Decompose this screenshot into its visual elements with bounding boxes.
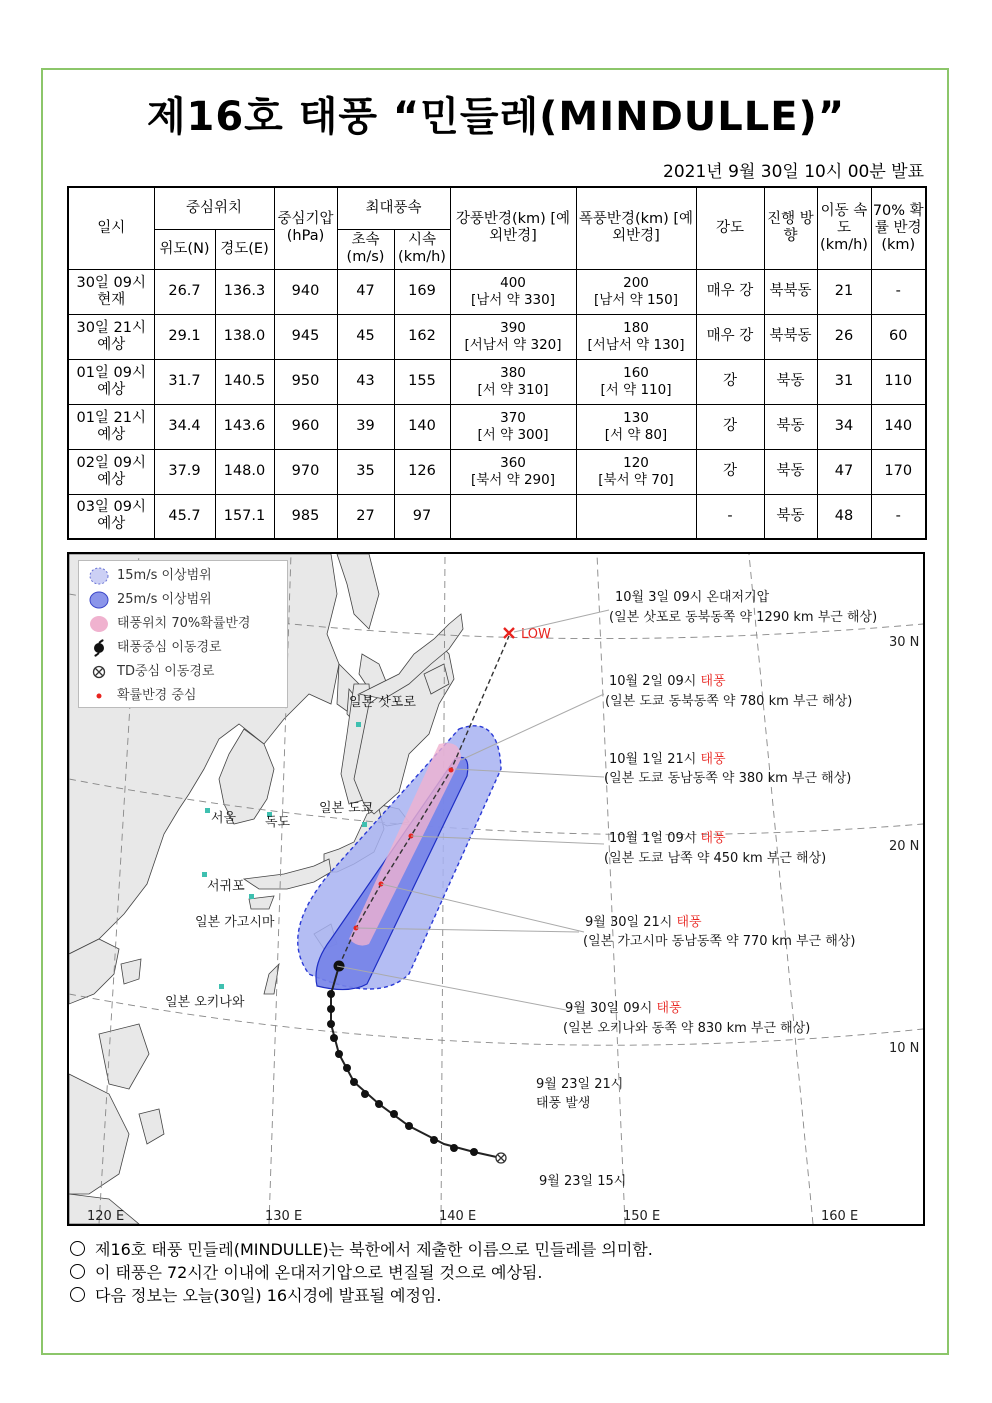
header-lat: 위도(N) (154, 229, 215, 269)
table-row (68, 314, 926, 359)
past-track (331, 966, 501, 1158)
cell-direction: 북북동 (764, 269, 817, 314)
annotation-sep30-21-desc: (일본 가고시마 동남동쪽 약 770 km 부근 해상) (583, 934, 856, 949)
header-kmh: 시속 (km/h) (394, 229, 450, 269)
cell-storm: 200 [남서 약 150] (576, 269, 696, 314)
notes (67, 1238, 653, 1307)
cell-kmh: 140 (394, 404, 450, 449)
cell-lon: 143.6 (215, 404, 274, 449)
cell-speed: 48 (817, 494, 871, 539)
cell-pressure: 940 (274, 269, 337, 314)
cell-time: 30일 21시 예상 (68, 314, 154, 359)
lon-130e: 130 E (265, 1209, 303, 1224)
probability-swatch-icon (89, 615, 109, 633)
table-row (68, 494, 926, 539)
annotation-sep30-09-time: 9월 30일 09시 태풍 (565, 1001, 682, 1016)
place-seogwipo: 서귀포 (207, 879, 245, 894)
cell-prob: 60 (871, 314, 926, 359)
lon-120e: 120 E (87, 1209, 125, 1224)
annotation-oct1-21-desc: (일본 도쿄 동남동쪽 약 380 km 부근 해상) (604, 771, 852, 786)
cell-lon: 136.3 (215, 269, 274, 314)
cell-pressure: 945 (274, 314, 337, 359)
cell-gale (450, 494, 576, 539)
cell-direction: 북동 (764, 359, 817, 404)
forecast-table (67, 186, 927, 540)
cell-direction: 북북동 (764, 314, 817, 359)
legend-item-15ms: 15m/s 이상범위 (89, 565, 284, 587)
cell-prob: 110 (871, 359, 926, 404)
header-speed: 이동 속도 (km/h) (817, 187, 871, 269)
cell-speed: 21 (817, 269, 871, 314)
table-row (68, 269, 926, 314)
typhoon-symbol-icon (89, 639, 109, 657)
cell-storm (576, 494, 696, 539)
cell-lat: 45.7 (154, 494, 215, 539)
lon-160e: 160 E (821, 1209, 859, 1224)
lon-150e: 150 E (623, 1209, 661, 1224)
gale-swatch-icon (89, 567, 109, 585)
cell-ms: 43 (337, 359, 394, 404)
lon-140e: 140 E (439, 1209, 477, 1224)
cell-lon: 157.1 (215, 494, 274, 539)
cell-kmh: 162 (394, 314, 450, 359)
circle-bullet-icon (70, 1287, 85, 1302)
cell-lat: 26.7 (154, 269, 215, 314)
legend-item-td: TD중심 이동경로 (89, 661, 284, 683)
cell-gale: 400 [남서 약 330] (450, 269, 576, 314)
cell-ms: 27 (337, 494, 394, 539)
cell-kmh: 169 (394, 269, 450, 314)
annotation-sep23-21-time: 9월 23일 21시 (536, 1077, 624, 1092)
place-seoul: 서울 (211, 811, 237, 826)
legend-item-prob: 태풍위치 70%확률반경 (89, 613, 284, 635)
typhoon-track-map (67, 552, 925, 1226)
cell-intensity: 매우 강 (696, 314, 764, 359)
place-kagoshima: 일본 가고시마 (195, 915, 275, 930)
cell-lat: 34.4 (154, 404, 215, 449)
map-legend (78, 560, 288, 708)
cell-kmh: 126 (394, 449, 450, 494)
td-symbol-icon (89, 663, 109, 681)
cell-intensity: 강 (696, 449, 764, 494)
cell-lat: 31.7 (154, 359, 215, 404)
table-row (68, 449, 926, 494)
cell-time: 01일 09시 예상 (68, 359, 154, 404)
annotation-sep30-09-desc: (일본 오키나와 동쪽 약 830 km 부근 해상) (563, 1021, 811, 1036)
header-prob: 70% 확률 반경 (km) (871, 187, 926, 269)
circle-bullet-icon (70, 1264, 85, 1279)
low-label: LOW (521, 627, 551, 642)
cell-time: 03일 09시 예상 (68, 494, 154, 539)
header-gale: 강풍반경(km) [예외반경] (450, 187, 576, 269)
header-center: 중심위치 (154, 187, 274, 229)
annotation-oct2-time: 10월 2일 09시 태풍 (609, 674, 726, 689)
cell-direction: 북동 (764, 449, 817, 494)
place-okinawa: 일본 오키나와 (165, 995, 245, 1010)
storm-swatch-icon (89, 591, 109, 609)
cell-lat: 29.1 (154, 314, 215, 359)
cell-lat: 37.9 (154, 449, 215, 494)
cell-time: 02일 09시 예상 (68, 449, 154, 494)
cell-speed: 31 (817, 359, 871, 404)
header-datetime: 일시 (68, 187, 154, 269)
cell-lon: 138.0 (215, 314, 274, 359)
circle-bullet-icon (70, 1241, 85, 1256)
annotation-oct1-09-desc: (일본 도쿄 남쪽 약 450 km 부근 해상) (604, 851, 827, 866)
note-3: 다음 정보는 오늘(30일) 16시경에 발표될 예정임. (67, 1284, 653, 1307)
header-lon: 경도(E) (215, 229, 274, 269)
annotation-oct3-time: 10월 3일 09시 온대저기압 (615, 590, 770, 605)
legend-item-track: 태풍중심 이동경로 (89, 637, 284, 659)
lat-30n: 30 N (889, 635, 920, 650)
note-2: 이 태풍은 72시간 이내에 온대저기압으로 변질될 것으로 예상됨. (67, 1261, 653, 1284)
cell-lon: 140.5 (215, 359, 274, 404)
cell-ms: 35 (337, 449, 394, 494)
header-maxwind: 최대풍속 (337, 187, 450, 229)
header-intensity: 강도 (696, 187, 764, 269)
cell-gale: 390 [서남서 약 320] (450, 314, 576, 359)
cell-kmh: 97 (394, 494, 450, 539)
page-title: 제16호 태풍 “민들레(MINDULLE)” (146, 94, 846, 140)
cell-pressure: 970 (274, 449, 337, 494)
cell-pressure: 950 (274, 359, 337, 404)
table-row (68, 359, 926, 404)
cell-time: 01일 21시 예상 (68, 404, 154, 449)
annotation-oct1-09-time: 10월 1일 09시 태풍 (609, 831, 726, 846)
cell-intensity: - (696, 494, 764, 539)
cell-prob: - (871, 269, 926, 314)
cell-intensity: 강 (696, 404, 764, 449)
center-dot-icon (89, 687, 109, 705)
header-direction: 진행 방향 (764, 187, 817, 269)
cell-storm: 160 [서 약 110] (576, 359, 696, 404)
cell-ms: 47 (337, 269, 394, 314)
cell-pressure: 985 (274, 494, 337, 539)
cell-pressure: 960 (274, 404, 337, 449)
place-tokyo: 일본 도쿄 (319, 801, 374, 816)
annotation-sep23-15-time: 9월 23일 15시 (539, 1174, 627, 1189)
cell-prob: 170 (871, 449, 926, 494)
cell-lon: 148.0 (215, 449, 274, 494)
cell-storm: 130 [서 약 80] (576, 404, 696, 449)
cell-gale: 380 [서 약 310] (450, 359, 576, 404)
td-symbol (496, 1153, 506, 1163)
cell-ms: 45 (337, 314, 394, 359)
cell-prob: - (871, 494, 926, 539)
cell-ms: 39 (337, 404, 394, 449)
header-storm: 폭풍반경(km) [예외반경] (576, 187, 696, 269)
lat-10n: 10 N (889, 1041, 920, 1056)
cell-intensity: 매우 강 (696, 269, 764, 314)
lat-20n: 20 N (889, 839, 920, 854)
issued-time: 2021년 9월 30일 10시 00분 발표 (663, 162, 924, 182)
forecast-rows (68, 269, 926, 539)
cell-speed: 26 (817, 314, 871, 359)
annotation-sep30-21-time: 9월 30일 21시 태풍 (585, 915, 702, 930)
cell-direction: 북동 (764, 404, 817, 449)
annotation-oct1-21-time: 10월 1일 21시 태풍 (609, 752, 726, 767)
legend-item-25ms: 25m/s 이상범위 (89, 589, 284, 611)
cell-speed: 34 (817, 404, 871, 449)
cell-direction: 북동 (764, 494, 817, 539)
cell-intensity: 강 (696, 359, 764, 404)
cell-storm: 180 [서남서 약 130] (576, 314, 696, 359)
annotation-oct3-desc: (일본 삿포로 동북동쪽 약 1290 km 부근 해상) (609, 610, 878, 625)
cell-prob: 140 (871, 404, 926, 449)
note-1: 제16호 태풍 민들레(MINDULLE)는 북한에서 제출한 이름으로 민들레를 의미함. (67, 1238, 653, 1261)
header-ms: 초속 (m/s) (337, 229, 394, 269)
cell-gale: 360 [북서 약 290] (450, 449, 576, 494)
place-dokdo: 독도 (265, 815, 291, 830)
cell-speed: 47 (817, 449, 871, 494)
cell-kmh: 155 (394, 359, 450, 404)
cell-storm: 120 [북서 약 70] (576, 449, 696, 494)
table-row (68, 404, 926, 449)
legend-item-center: 확률반경 중심 (89, 685, 284, 707)
annotation-sep23-21-desc: 태풍 발생 (536, 1096, 591, 1111)
annotation-oct2-desc: (일본 도쿄 동북동쪽 약 780 km 부근 해상) (605, 694, 853, 709)
place-sapporo: 일본 삿포로 (349, 695, 416, 710)
cell-gale: 370 [서 약 300] (450, 404, 576, 449)
header-pressure: 중심기압 (hPa) (274, 187, 337, 269)
cell-time: 30일 09시 현재 (68, 269, 154, 314)
